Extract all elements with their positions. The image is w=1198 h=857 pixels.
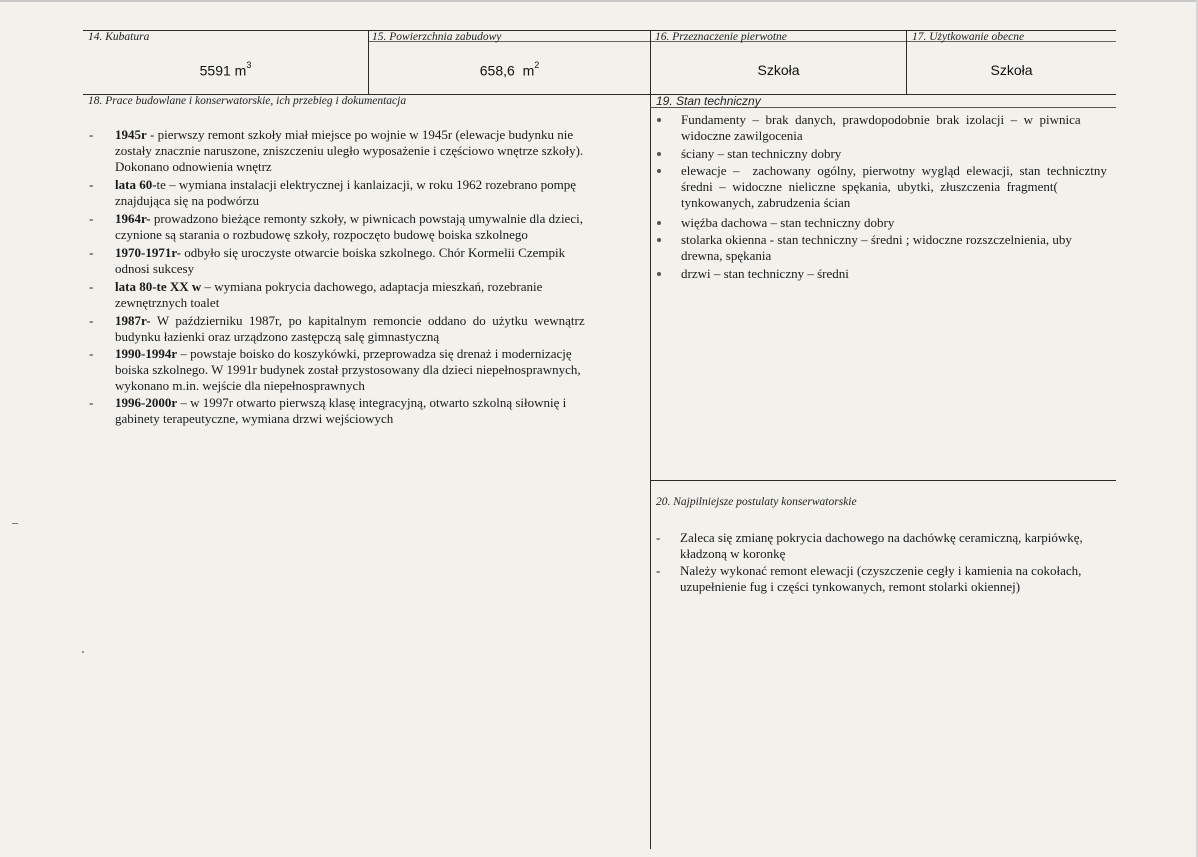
- bullet-icon: [657, 238, 661, 242]
- postulaty-item-2-line-1: Należy wykonać remont elewacji (czyszczenie cegły i kamienia na cokołach,: [680, 563, 1082, 578]
- prace-item-7-line-2: boiska szkolnego. W 1991r budynek został przystosowany dla dzieci niepełnosprawnych,: [115, 362, 581, 377]
- prace-item-1-line-2: zostały znacznie naruszone, zniszczeniu uległo wyposażenie i częściowo wnętrze szkoły).: [115, 143, 584, 158]
- prace-item-8: [115, 395, 645, 427]
- uzytkowanie-value: Szkoła: [990, 62, 1033, 78]
- prace-item-2-line-1: [115, 177, 645, 193]
- prace-item-1-year: 1945r: [115, 127, 147, 142]
- kubatura-caption: 14. Kubatura: [88, 31, 150, 43]
- prace-item-5-year: lata 80-te XX w: [115, 279, 202, 294]
- prace-item-5: [115, 279, 645, 311]
- kubatura-value: [83, 62, 368, 79]
- prace-item-1: [115, 127, 645, 175]
- stan-item-3-line-3: tynkowanych, zabrudzenia ścian: [681, 195, 851, 210]
- stan-item-6: drzwi – stan techniczny – średni: [681, 266, 849, 281]
- powierzchnia-caption: 15. Powierzchnia zabudowy: [372, 31, 502, 43]
- prace-item-4: [115, 245, 645, 277]
- bullet-icon: [657, 152, 661, 156]
- prace-item-2-line-2: znajdująca się na podwórzu: [115, 193, 260, 208]
- postulaty-marker: -: [656, 563, 661, 578]
- prace-marker: -: [89, 346, 94, 361]
- scan-speck: [82, 651, 84, 653]
- main-vertical-divider: [650, 94, 651, 849]
- prace-item-5-line-2: zewnętrznych toalet: [115, 295, 220, 310]
- prace-item-6-year: 1987r-: [115, 313, 151, 328]
- powierzchnia-unit-sup: 2: [534, 60, 540, 70]
- prace-item-1-line-3: Dokonano odnowienia wnętrz: [115, 159, 272, 174]
- prace-item-4-line-1: [115, 245, 645, 261]
- stan-item-4: więźba dachowa – stan techniczny dobry: [681, 215, 895, 230]
- przeznaczenie-caption: 16. Przeznaczenie pierwotne: [655, 31, 787, 43]
- prace-item-3: [115, 211, 645, 243]
- stan-item-5-line-2: drewna, spękania: [681, 248, 772, 263]
- prace-item-6: [115, 313, 647, 345]
- prace-marker: -: [89, 127, 94, 142]
- powierzchnia-number: 658,6 m: [479, 62, 535, 79]
- stan-box-bottom: [650, 480, 1116, 481]
- stan-item-1: [681, 112, 1117, 144]
- prace-item-7: [115, 346, 645, 394]
- scan-speck: [12, 523, 18, 524]
- prace-marker: -: [89, 313, 94, 328]
- bullet-icon: [657, 221, 661, 225]
- stan-item-1-line-2: widoczne zawilgocenia: [681, 128, 803, 143]
- prace-marker: -: [89, 245, 94, 260]
- prace-item-4-year: 1970-1971r-: [115, 245, 181, 260]
- page-top-edge: [0, 0, 1198, 2]
- prace-item-7-line-3: wykonano m.in. wejście dla niepełnosprawnych: [115, 378, 365, 393]
- prace-item-8-text: – w 1997r otwarto pierwszą klasę integracyjną, otwarto szkolną siłownię i: [177, 395, 567, 410]
- postulaty-item-1-line-2: kładzoną w koronkę: [680, 546, 786, 561]
- prace-item-8-line-2: gabinety terapeutyczne, wymiana drzwi wejściowych: [115, 411, 394, 426]
- prace-marker: -: [89, 395, 94, 410]
- postulaty-item-1: [680, 530, 1120, 562]
- stan-caption: 19. Stan techniczny: [656, 94, 761, 108]
- prace-item-2-year: lata 60-: [115, 177, 157, 192]
- stan-item-1-line-1: Fundamenty – brak danych, prawdopodobnie brak izolacji – w piwnica: [681, 112, 1081, 127]
- prace-item-3-line-1: [115, 211, 645, 227]
- stan-item-3-line-1: elewacje – zachowany ogólny, pierwotny wygląd elewacji, stan technicztny: [681, 163, 1107, 178]
- prace-item-1-line-1: [115, 127, 645, 143]
- bullet-icon: [657, 169, 661, 173]
- prace-item-3-text: prowadzono bieżące remonty szkoły, w piwnicach powstają umywalnie dla dzieci,: [150, 211, 583, 226]
- stan-item-3-line-2: średni – widoczne nieliczne spękania, ubytki, złuszczenia fragment(: [681, 179, 1058, 194]
- prace-item-3-year: 1964r-: [115, 211, 151, 226]
- prace-item-7-year: 1990-1994r: [115, 346, 178, 361]
- prace-item-4-text: odbyło się uroczyste otwarcie boiska szkolnego. Chór Kormelii Czempik: [180, 245, 566, 260]
- uzytkowanie-caption: 17. Użytkowanie obecne: [912, 31, 1025, 43]
- prace-item-3-line-2: czynione są starania o rozbudowę szkoły, rozpoczęto budowę boiska szkolnego: [115, 227, 528, 242]
- prace-item-5-line-1: [115, 279, 645, 295]
- prace-item-6-line-2: budynku łazienki oraz urządzono zastępczą salę gimnastyczną: [115, 329, 440, 344]
- stan-item-3: [681, 163, 1117, 211]
- postulaty-item-2: [680, 563, 1120, 595]
- prace-item-6-text: W październiku 1987r, po kapitalnym remoncie oddano do użytku wewnątrz: [150, 313, 585, 328]
- postulaty-marker: -: [656, 530, 661, 545]
- postulaty-caption-text: 20. Najpilniejsze postulaty konserwatorskie: [656, 496, 857, 508]
- postulaty-item-1-line-1: Zaleca się zmianę pokrycia dachowego na dachówkę ceramiczną, karpiówkę,: [680, 530, 1083, 545]
- prace-item-8-line-1: [115, 395, 645, 411]
- prace-item-8-year: 1996-2000r: [115, 395, 178, 410]
- prace-item-6-line-1: [115, 313, 647, 329]
- prace-marker: -: [89, 211, 94, 226]
- prace-item-2-text: te – wymiana instalacji elektrycznej i kanlaizacji, w roku 1962 rozebrano pompę: [156, 177, 576, 192]
- kubatura-unit-sup: 3: [246, 60, 252, 70]
- stan-item-2: ściany – stan techniczny dobry: [681, 146, 842, 161]
- prace-item-4-line-2: odnosi sukcesy: [115, 261, 195, 276]
- prace-item-7-line-1: [115, 346, 645, 362]
- prace-item-2: [115, 177, 645, 209]
- prace-item-7-text: – powstaje boisko do koszykówki, przeprowadza się drenaż i modernizację: [177, 346, 572, 361]
- prace-caption: 18. Prace budowlane i konserwatorskie, ich przebieg i dokumentacja: [88, 95, 407, 107]
- prace-marker: -: [89, 279, 94, 294]
- prace-item-5-text: – wymiana pokrycia dachowego, adaptacja mieszkań, rozebranie: [201, 279, 543, 294]
- bullet-icon: [657, 118, 661, 122]
- bullet-icon: [657, 272, 661, 276]
- prace-item-1-text: - pierwszy remont szkoły miał miejsce po wojnie w 1945r (elewacje budynku nie: [146, 127, 574, 142]
- prace-marker: -: [89, 177, 94, 192]
- przeznaczenie-value: Szkoła: [757, 62, 800, 78]
- postulaty-item-2-line-2: uzupełnienie fug i części tynkowanych, remont stolarki okiennej): [680, 579, 1021, 594]
- stan-item-5-line-1: stolarka okienna - stan techniczny – średni ; widoczne rozszczelnienia, uby: [681, 232, 1072, 247]
- powierzchnia-value: [369, 62, 650, 79]
- stan-item-5: [681, 232, 1117, 264]
- kubatura-number: 5591 m: [199, 62, 247, 79]
- postulaty-caption: [656, 496, 857, 508]
